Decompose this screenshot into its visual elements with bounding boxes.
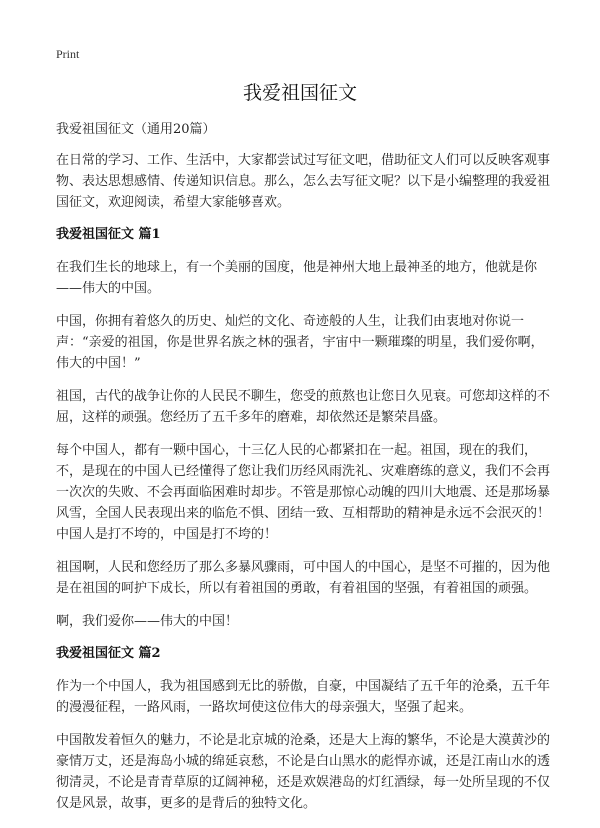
paragraph: 每个中国人，都有一颗中国心，十三亿人民的心都紧扣在一起。祖国，现在的我们，不，是现在的中国人已经懂得了您让我们历经风雨洗礼、灾难磨练的意义，我们不会再一次次的失败、不会再面临困难时却步。不管是那惊心动魄的四川大地震、还是那场暴风雪，全国人民表现出来的临危不惧、团结一致、互相帮助的精神是永远不会泯灭的！中国人是打不垮的，中国是打不垮的！ <box>56 443 551 542</box>
intro-paragraph: 在日常的学习、工作、生活中，大家都尝试过写征文吧，借助征文人们可以反映客观事物、表达思想感情、传递知识信息。那么，怎么去写征文呢？以下是小编整理的我爱祖国征文，欢迎阅读，希望大家能够喜欢。 <box>56 153 551 210</box>
page-title: 我爱祖国征文 <box>242 82 357 104</box>
print-link[interactable]: Print <box>56 47 80 61</box>
section-heading-1: 我爱祖国征文 篇1 <box>56 227 161 242</box>
paragraph: 在我们生长的地球上，有一个美丽的国度，他是神州大地上最神圣的地方，他就是你——伟大的中国。 <box>56 260 538 296</box>
paragraph: 祖国啊，人民和您经历了那么多暴风骤雨，可中国人的中国心，是坚不可摧的，因为他是在祖国的呵护下成长，所以有着祖国的勇敢，有着祖国的坚强，有着祖国的顽强。 <box>56 560 551 596</box>
section-heading-2: 我爱祖国征文 篇2 <box>56 646 161 661</box>
paragraph: 中国，你拥有着悠久的历史、灿烂的文化、奇迹般的人生，让我们由衷地对你说一声：“亲爱的祖国，你是世界名族之林的强者，宇宙中一颗璀璨的明星，我们爱你啊，伟大的中国！” <box>56 314 544 371</box>
document-body <box>56 119 550 826</box>
paragraph: 作为一个中国人，我为祖国感到无比的骄傲，自豪，中国凝结了五千年的沧桑，五千年的漫漫征程，一路风雨，一路坎坷使这位伟大的母亲强大，坚强了起来。 <box>56 679 551 715</box>
paragraph: 中国散发着恒久的魅力，不论是北京城的沧桑，还是大上海的繁华，不论是大漠黄沙的豪情万丈，还是海岛小城的绵延哀愁，不论是白山黑水的彪悍亦诚，还是江南山水的透彻清灵，不论是青青草原的辽阔神秘，还是欢娱港岛的灯红酒绿，每一处所呈现的不仅仅是风景，故事，更多的是背后的独特文化。 <box>56 733 551 811</box>
paragraph: 祖国，古代的战争让你的人民民不聊生，您受的煎熬也让您日久见衰。可您却这样的不屈，这样的顽强。您经历了五千多年的磨难，却依然还是繁荣昌盛。 <box>56 389 551 425</box>
document-subtitle: 我爱祖国征文（通用20篇） <box>56 122 216 137</box>
paragraph: 啊，我们爱你——伟大的中国！ <box>56 614 239 629</box>
